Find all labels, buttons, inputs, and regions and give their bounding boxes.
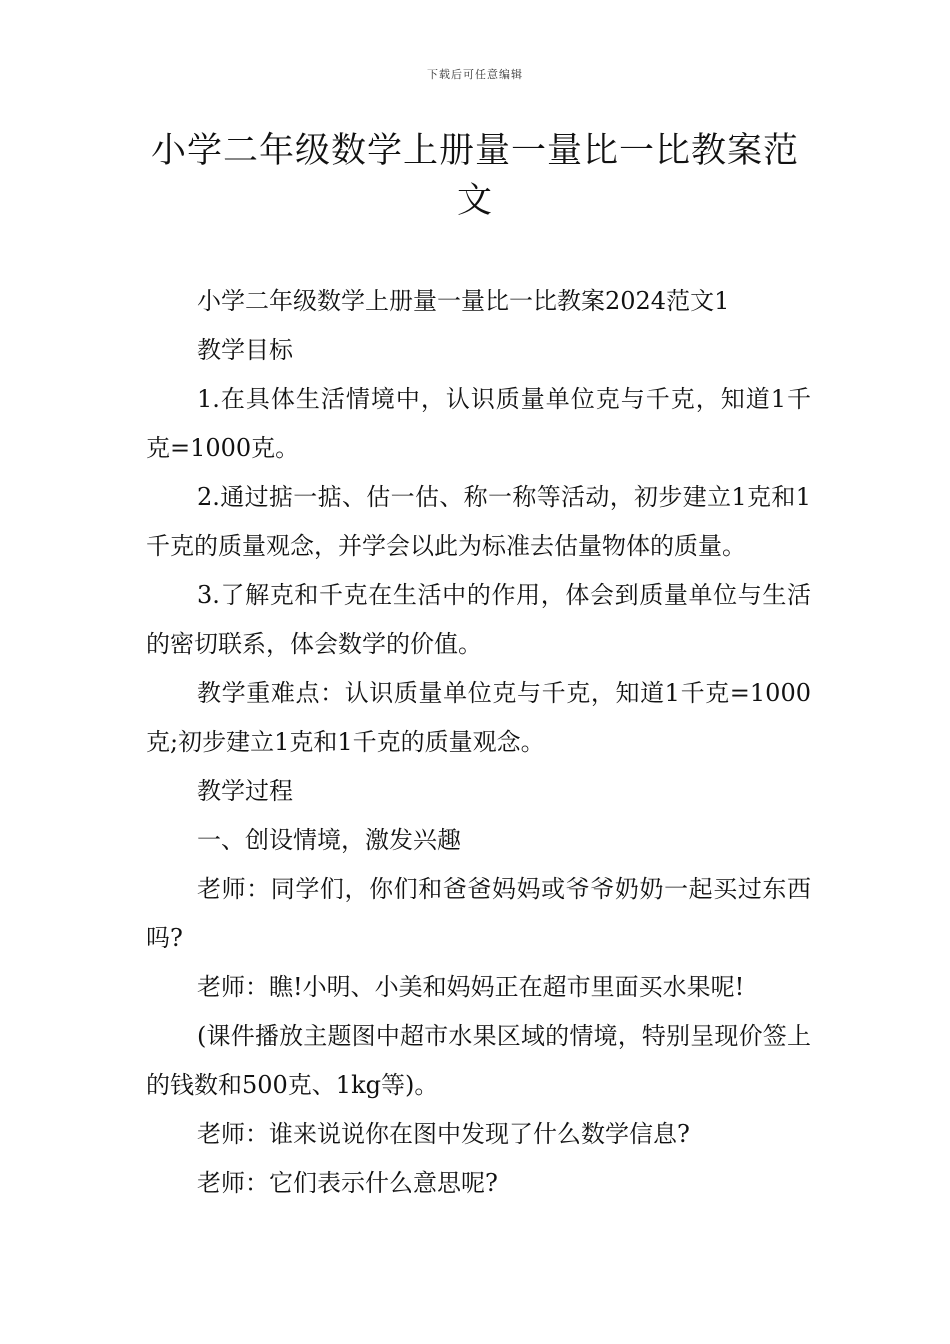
paragraph-section-process: 教学过程: [197, 777, 293, 805]
paragraph-key-points: 教学重难点：认识质量单位克与千克，知道1千克=1000克;初步建立1克和1千克的质量观念。: [146, 679, 811, 756]
paragraph-section-goals: 教学目标: [197, 336, 293, 364]
paragraph-dialogue-4: 老师：它们表示什么意思呢?: [197, 1169, 498, 1197]
paragraph-courseware-note: (课件播放主题图中超市水果区域的情境，特别呈现价签上的钱数和500克、1kg等)。: [146, 1022, 811, 1099]
paragraph-dialogue-3: 老师：谁来说说你在图中发现了什么数学信息?: [197, 1120, 690, 1148]
paragraph-dialogue-1: 老师：同学们，你们和爸爸妈妈或爷爷奶奶一起买过东西吗?: [146, 875, 811, 952]
paragraph-dialogue-2: 老师：瞧!小明、小美和妈妈正在超市里面买水果呢!: [197, 973, 745, 1001]
paragraph-goal-1: 1.在具体生活情境中，认识质量单位克与千克，知道1千克=1000克。: [146, 385, 811, 462]
paragraph-heading: 小学二年级数学上册量一量比一比教案2024范文1: [197, 287, 730, 315]
header-note: 下载后可任意编辑: [427, 68, 523, 81]
paragraph-goal-3: 3.了解克和千克在生活中的作用，体会到质量单位与生活的密切联系，体会数学的价值。: [146, 581, 811, 658]
document-title: 小学二年级数学上册量一量比一比教案范文: [150, 131, 799, 221]
document-body: [146, 277, 811, 1208]
paragraph-step-1: 一、创设情境，激发兴趣: [197, 826, 461, 854]
paragraph-goal-2: 2.通过掂一掂、估一估、称一称等活动，初步建立1克和1千克的质量观念，并学会以此为标准去估量物体的质量。: [146, 483, 811, 560]
